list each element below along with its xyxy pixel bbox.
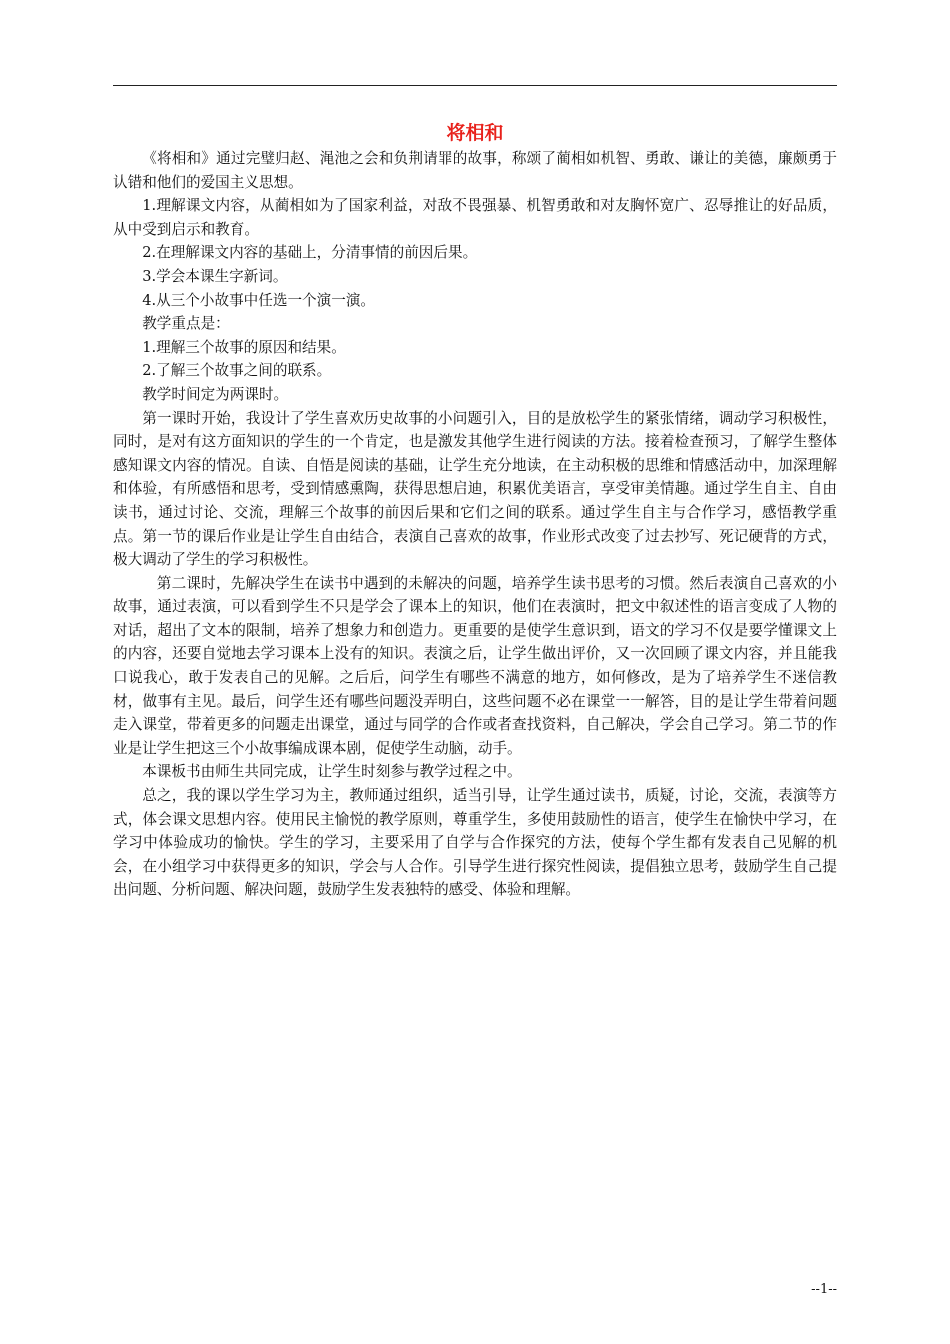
paragraph-blackboard: 本课板书由师生共同完成，让学生时刻参与教学过程之中。: [142, 763, 522, 781]
document-title: 将相和: [446, 122, 504, 144]
paragraph-key-point-1: 1.理解三个故事的原因和结果。: [142, 338, 346, 356]
paragraph-intro: 《将相和》通过完璧归赵、渑池之会和负荆请罪的故事，称颂了蔺相如机智、勇敢、谦让的美德，廉颇勇于认错和他们的爱国主义思想。: [113, 150, 837, 191]
paragraph-schedule: 教学时间定为两课时。: [142, 385, 289, 403]
paragraph-goal-3: 3.学会本课生字新词。: [142, 267, 288, 285]
paragraph-lesson-1: 第一课时开始，我设计了学生喜欢历史故事的小问题引入，目的是放松学生的紧张情绪，调动学习积极性，同时，是对有这方面知识的学生的一个肯定，也是激发其他学生进行阅读的方法。接着检查预习，了解学生整体感知课文内容的情况。自读、自悟是阅读的基础，让学生充分地读，在主动积极的思维和情感活动中，加深理解和体验，有所感悟和思考，受到情感熏陶，获得思想启迪，积累优美语言，享受审美情趣。通过学生自主、自由读书，通过讨论、交流，理解三个故事的前因后果和它们之间的联系。通过学生自主与合作学习，感悟教学重点。第一节的课后作业是让学生自由结合，表演自己喜欢的故事，作业形式改变了过去抄写、死记硬背的方式，极大调动了学生的学习积极性。: [113, 409, 837, 569]
paragraph-goal-2: 2.在理解课文内容的基础上，分清事情的前因后果。: [142, 244, 478, 262]
header-rule: [113, 85, 837, 86]
paragraph-goal-1: 1.理解课文内容，从蔺相如为了国家利益，对敌不畏强暴、机智勇敢和对友胸怀宽广、忍辱推让的好品质，从中受到启示和教育。: [113, 197, 837, 238]
paragraph-lesson-2: 第二课时，先解决学生在读书中遇到的未解决的问题，培养学生读书思考的习惯。然后表演自己喜欢的小故事，通过表演，可以看到学生不只是学会了课本上的知识，他们在表演时，把文中叙述性的语言变成了人物的对话，超出了文本的限制，培养了想象力和创造力。更重要的是使学生意识到，语文的学习不仅是要学懂课文上的内容，还要自觉地去学习课本上没有的知识。表演之后，让学生做出评价，又一次回顾了课文内容，并且能我口说我心，敢于发表自己的见解。之后后，问学生有哪些不满意的地方，如何修改，是为了培养学生不迷信教材，做事有主见。最后，问学生还有哪些问题没弄明白，这些问题不必在课堂一一解答，目的是让学生带着问题走入课堂，带着更多的问题走出课堂，通过与同学的合作或者查找资料，自己解决，学会自己学习。第二节的作业是让学生把这三个小故事编成课本剧，促使学生动脑，动手。: [113, 574, 837, 757]
page-number: --1--: [811, 1282, 837, 1297]
paragraph-key-points-heading: 教学重点是：: [142, 315, 230, 333]
paragraph-summary: 总之，我的课以学生学习为主，教师通过组织，适当引导，让学生通过读书，质疑，讨论，交流，表演等方式，体会课文思想内容。使用民主愉悦的教学原则，尊重学生，多使用鼓励性的语言，使学生在愉快中学习，在学习中体验成功的愉快。学生的学习，主要采用了自学与合作探究的方法，使每个学生都有发表自己见解的机会，在小组学习中获得更多的知识，学会与人合作。引导学生进行探究性阅读，提倡独立思考，鼓励学生自己提出问题、分析问题、解决问题，鼓励学生发表独特的感受、体验和理解。: [113, 787, 837, 899]
paragraph-goal-4: 4.从三个小故事中任选一个演一演。: [142, 291, 376, 309]
document-body: [113, 147, 837, 902]
paragraph-key-point-2: 2.了解三个故事之间的联系。: [142, 362, 332, 380]
